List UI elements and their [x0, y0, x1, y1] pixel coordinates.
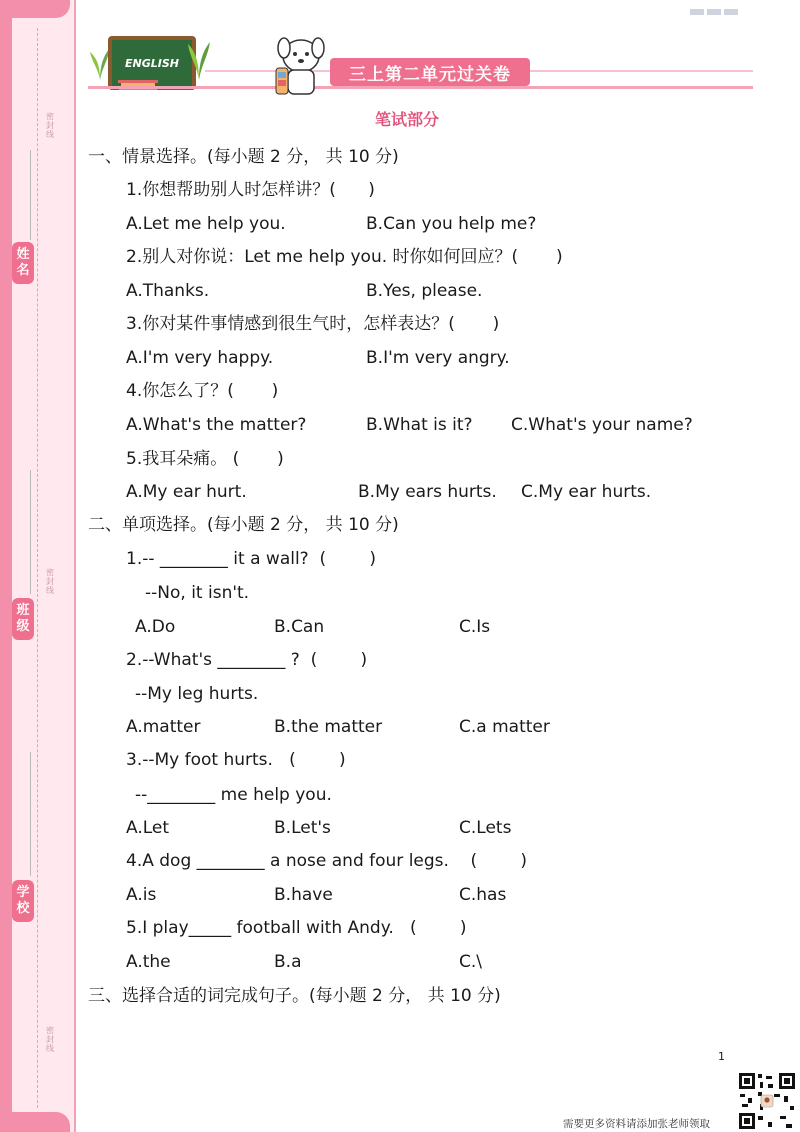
seal-dashed-line [37, 28, 39, 1108]
binding-tab-top [0, 0, 70, 18]
school-field-label: 学校 [12, 880, 34, 922]
header-rule-lower [88, 86, 753, 89]
p2-q1-stem: 1.-- ________ it a wall? ( ) [126, 549, 377, 569]
p2-q3-option-b: B.Let's [274, 818, 331, 838]
qr-code-icon [738, 1072, 796, 1130]
top-corner-mark [690, 0, 750, 6]
written-section-heading: 笔试部分 [374, 110, 439, 129]
p1-q3-option-b: B.I'm very angry. [366, 348, 510, 368]
p2-q3-stem: 3.--My foot hurts. ( ) [126, 750, 346, 770]
class-field-label: 班级 [12, 598, 34, 640]
p1-q4-stem: 4.你怎么了？( ) [126, 381, 279, 401]
seal-text-middle: 密封线 [46, 568, 54, 595]
p2-q2-option-b: B.the matter [274, 717, 383, 737]
p2-q1-option-b: B.Can [274, 617, 325, 637]
seal-text-bottom: 密封线 [46, 1026, 54, 1053]
exam-title-banner: 三上第二单元过关卷 [330, 58, 530, 86]
p2-q5-option-a: A.the [126, 952, 171, 972]
p2-q3-option-a: A.Let [126, 818, 170, 838]
p2-q1-option-c: C.Is [459, 617, 491, 637]
name-write-line[interactable] [30, 150, 31, 240]
part1-title: 一、情景选择。(每小题 2 分， 共 10 分) [88, 147, 399, 167]
p2-q4-option-a: A.is [126, 885, 157, 905]
p2-q5-option-b: B.a [274, 952, 302, 972]
p1-q2-stem: 2.别人对你说：Let me help you. 时你如何回应？( ) [126, 247, 563, 267]
p1-q1-option-b: B.Can you help me? [366, 214, 537, 234]
binding-strip-edge [0, 0, 12, 1132]
p2-q2-reply: --My leg hurts. [135, 684, 259, 704]
p1-q4-option-c: C.What's your name? [511, 415, 693, 435]
chalkboard-logo: ENGLISH [108, 36, 196, 90]
p2-q1-reply: --No, it isn't. [145, 583, 250, 603]
p2-q3-option-c: C.Lets [459, 818, 512, 838]
p1-q5-stem: 5.我耳朵痛。 ( ) [126, 449, 284, 469]
binding-tab-bottom [0, 1112, 70, 1132]
p1-q5-option-c: C.My ear hurts. [521, 482, 652, 502]
class-write-line[interactable] [30, 470, 31, 594]
p1-q3-stem: 3.你对某件事情感到很生气时，怎样表达？( ) [126, 314, 500, 334]
dog-mascot-icon [270, 32, 332, 98]
plant-right-illustration [186, 40, 212, 80]
p2-q4-stem: 4.A dog ________ a nose and four legs. ( ) [126, 851, 528, 871]
footer-contact-note: 需要更多资料请添加张老师领取 [563, 1118, 710, 1130]
p2-q5-option-c: C.\ [459, 952, 483, 972]
p1-q1-stem: 1.你想帮助别人时怎样讲？( ) [126, 180, 375, 200]
p2-q2-option-a: A.matter [126, 717, 201, 737]
p2-q4-option-b: B.have [274, 885, 333, 905]
p1-q2-option-b: B.Yes, please. [366, 281, 483, 301]
p1-q5-option-a: A.My ear hurt. [126, 482, 247, 502]
p1-q1-option-a: A.Let me help you. [126, 214, 286, 234]
seal-text-top: 密封线 [46, 112, 54, 139]
p1-q4-option-b: B.What is it? [366, 415, 473, 435]
part2-title: 二、单项选择。(每小题 2 分， 共 10 分) [88, 515, 399, 535]
p2-q4-option-c: C.has [459, 885, 507, 905]
part3-title: 三、选择合适的词完成句子。(每小题 2 分， 共 10 分) [88, 986, 501, 1006]
p1-q4-option-a: A.What's the matter? [126, 415, 307, 435]
p2-q2-option-c: C.a matter [459, 717, 550, 737]
p2-q5-stem: 5.I play_____ football with Andy. ( ) [126, 918, 467, 938]
p1-q3-option-a: A.I'm very happy. [126, 348, 274, 368]
p2-q2-stem: 2.--What's ________ ? ( ) [126, 650, 368, 670]
p1-q2-option-a: A.Thanks. [126, 281, 210, 301]
name-field-label: 姓名 [12, 242, 34, 284]
page-number: 1 [718, 1050, 725, 1063]
p2-q3-reply: --________ me help you. [135, 785, 332, 805]
p1-q5-option-b: B.My ears hurts. [358, 482, 497, 502]
school-write-line[interactable] [30, 752, 31, 876]
p2-q1-option-a: A.Do [135, 617, 176, 637]
